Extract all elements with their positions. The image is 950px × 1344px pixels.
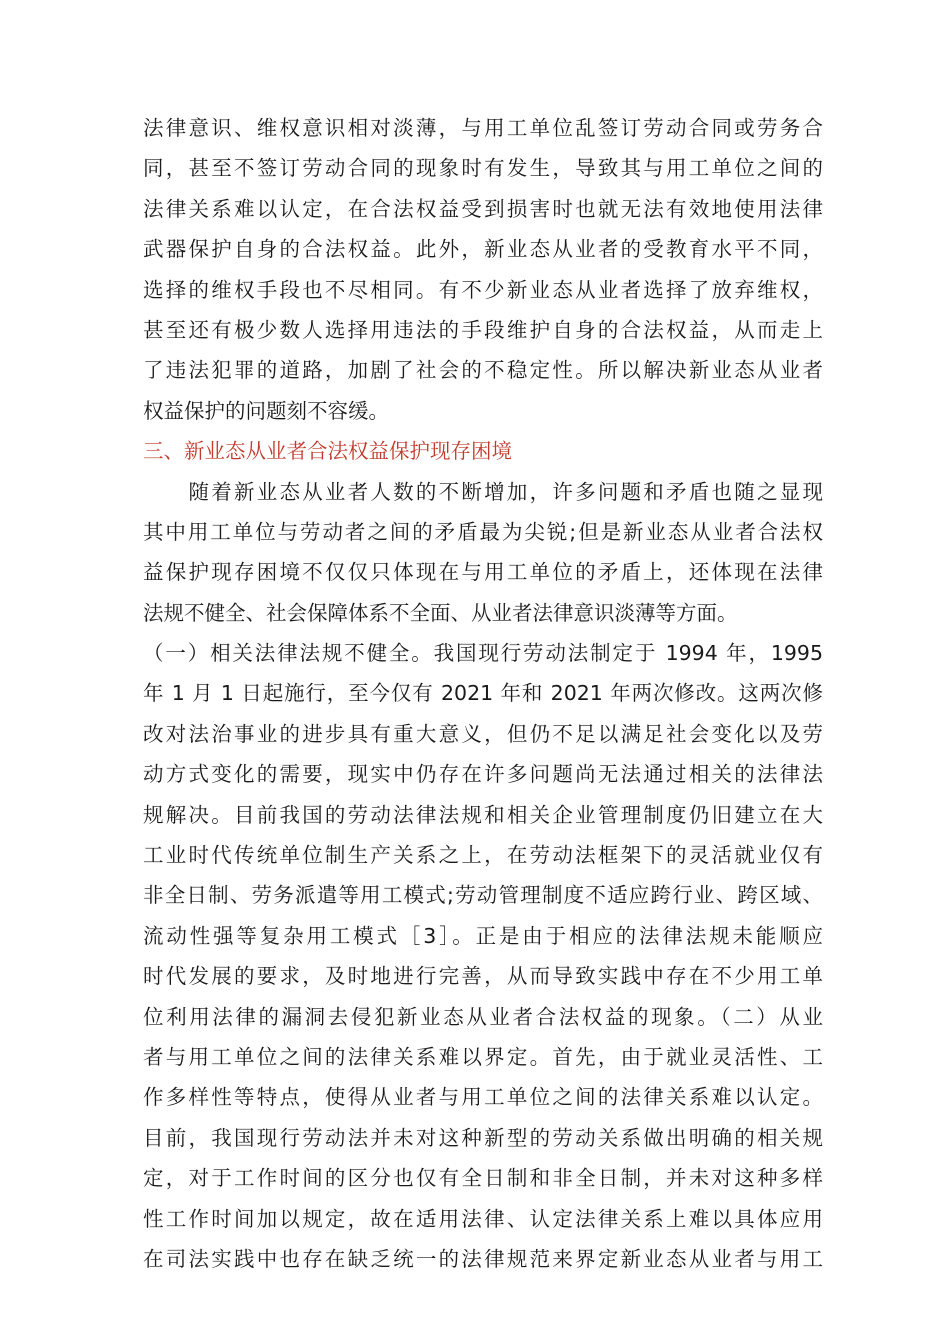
paragraph-line: 法规不健全、社会保障体系不全面、从业者法律意识淡薄等方面。 [143, 600, 738, 625]
paragraph-line: 武器保护自身的合法权益。此外，新业态从业者的受教育水平不同， [143, 237, 823, 262]
paragraph-line: 法律关系难以认定，在合法权益受到损害时也就无法有效地使用法律 [143, 196, 823, 221]
paragraph-line: 法律意识、维权意识相对淡薄，与用工单位乱签订劳动合同或劳务合 [143, 116, 823, 140]
paragraph-line: 同，甚至不签订劳动合同的现象时有发生，导致其与用工单位之间的 [143, 156, 823, 181]
paragraph-line: 改对法治事业的进步具有重大意义，但仍不足以满足社会变化以及劳 [143, 721, 823, 746]
paragraph-line: 选择的维权手段也不尽相同。有不少新业态从业者选择了放弃维权， [143, 277, 823, 302]
paragraph-line: 年 1 月 1 日起施行，至今仅有 2021 年和 2021 年两次修改。这两次修 [143, 681, 823, 706]
paragraph-line: （一）相关法律法规不健全。我国现行劳动法制定于 1994 年，1995 [143, 641, 823, 666]
paragraph-line: 位利用法律的漏洞去侵犯新业态从业者合法权益的现象。（二）从业 [143, 1004, 823, 1029]
paragraph-line: 作多样性等特点，使得从业者与用工单位之间的法律关系难以认定。 [143, 1085, 823, 1110]
paragraph-line: 益保护现存困境不仅仅只体现在与用工单位的矛盾上，还体现在法律 [143, 560, 823, 585]
document-body [143, 108, 823, 1279]
paragraph-line: 工业时代传统单位制生产关系之上，在劳动法框架下的灵活就业仅有 [143, 843, 823, 868]
paragraph-line: 权益保护的问题刻不容缓。 [143, 398, 389, 423]
paragraph-line: 定，对于工作时间的区分也仅有全日制和非全日制，并未对这种多样 [143, 1166, 823, 1191]
paragraph-line: 目前，我国现行劳动法并未对这种新型的劳动关系做出明确的相关规 [143, 1125, 823, 1150]
paragraph-line: 动方式变化的需要，现实中仍存在许多问题尚无法通过相关的法律法 [143, 762, 823, 787]
paragraph-line: 流动性强等复杂用工模式［3］。正是由于相应的法律法规未能顺应 [143, 923, 823, 948]
section-heading: 三、新业态从业者合法权益保护现存困境 [143, 439, 512, 464]
paragraph-line: 性工作时间加以规定，故在适用法律、认定法律关系上难以具体应用 [143, 1206, 823, 1231]
paragraph-line: 非全日制、劳务派遣等用工模式;劳动管理制度不适应跨行业、跨区域、 [143, 883, 823, 908]
paragraph-line: 随着新业态从业者人数的不断增加，许多问题和矛盾也随之显现 [143, 479, 823, 504]
paragraph-line: 了违法犯罪的道路，加剧了社会的不稳定性。所以解决新业态从业者 [143, 358, 823, 383]
paragraph-line: 者与用工单位之间的法律关系难以界定。首先，由于就业灵活性、工 [143, 1044, 823, 1069]
paragraph-line: 规解决。目前我国的劳动法律法规和相关企业管理制度仍旧建立在大 [143, 802, 823, 827]
paragraph-line: 甚至还有极少数人选择用违法的手段维护自身的合法权益，从而走上 [143, 317, 823, 342]
paragraph-line: 时代发展的要求，及时地进行完善，从而导致实践中存在不少用工单 [143, 964, 823, 989]
paragraph-line: 其中用工单位与劳动者之间的矛盾最为尖锐;但是新业态从业者合法权 [143, 519, 823, 544]
paragraph-line: 在司法实践中也存在缺乏统一的法律规范来界定新业态从业者与用工 [143, 1246, 823, 1271]
